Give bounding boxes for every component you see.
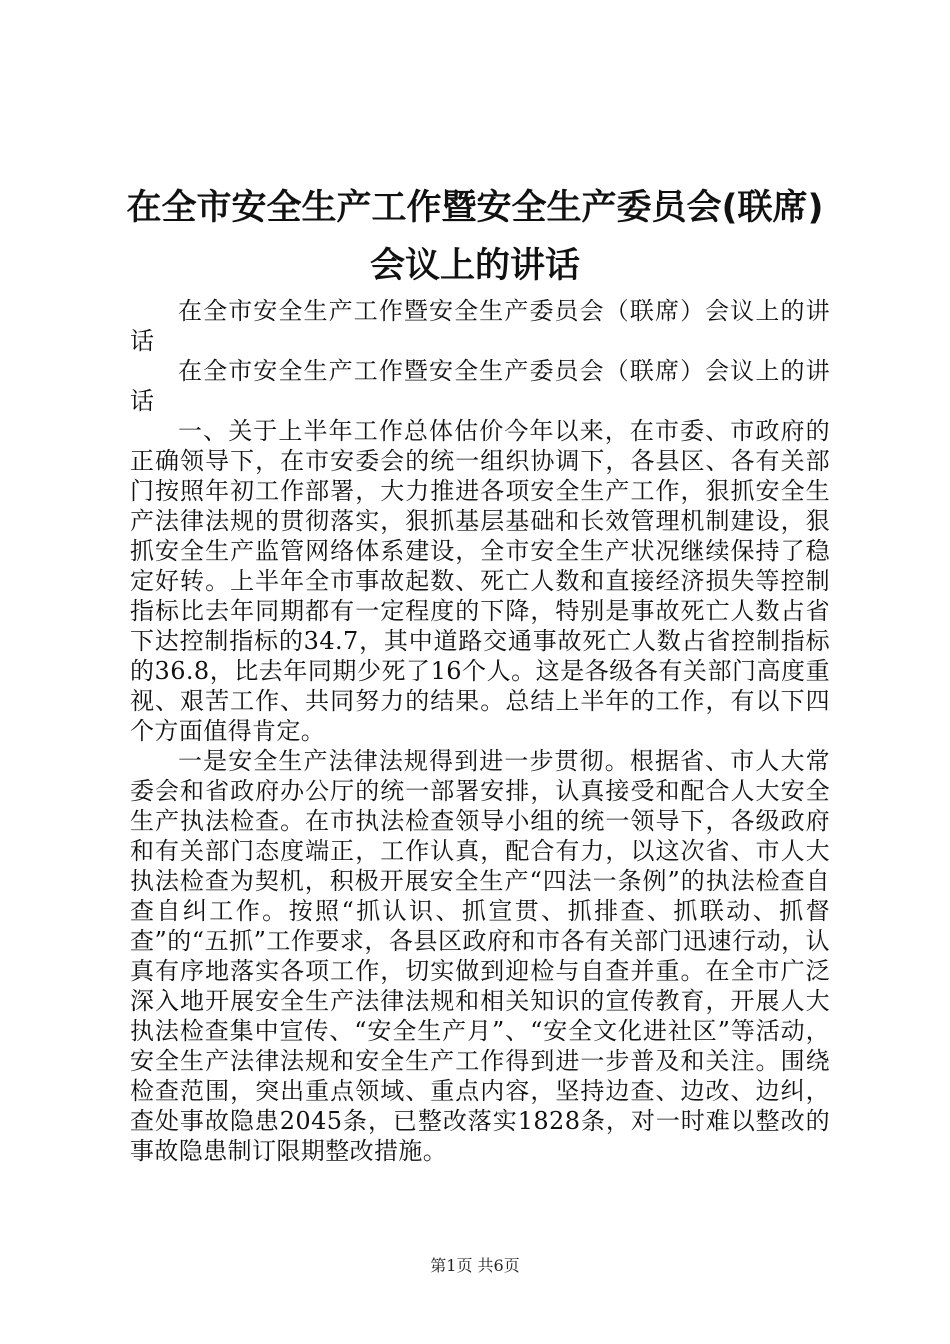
paragraph-4: 一是安全生产法律法规得到进一步贯彻。根据省、市人大常委会和省政府办公厅的统一部署安排，认真接受和配合人大安全生产执法检查。在市执法检查领导小组的统一领导下，各级政府和有关部门态度端正，工作认真，配合有力，以这次省、市人大执法检查为契机，积极开展安全生产“四法一条例”的执法检查自查自纠工作。按照“抓认识、抓宣贯、抓排查、抓联动、抓督查”的“五抓”工作要求，各县区政府和市各有关部门迅速行动，认真有序地落实各项工作，切实做到迎检与自查并重。在全市广泛深入地开展安全生产法律法规和相关知识的宣传教育，开展人大执法检查集中宣传、“安全生产月”、“安全文化进社区”等活动，安全生产法律法规和安全生产工作得到进一步普及和关注。围绕检查范围，突出重点领域、重点内容，坚持边查、边改、边纠，查处事故隐患2045条，已整改落实1828条，对一时难以整改的事故隐患制订限期整改措施。 <box>130 747 830 1165</box>
page-footer: 第1页 共6页 <box>430 1256 520 1275</box>
paragraph-3: 一、关于上半年工作总体估价今年以来，在市委、市政府的正确领导下，在市安委会的统一组织协调下，各县区、各有关部门按照年初工作部署，大力推进各项安全生产工作，狠抓安全生产法律法规的贯彻落实，狠抓基层基础和长效管理机制建设，狠抓安全生产监管网络体系建设，全市安全生产状况继续保持了稳定好转。上半年全市事故起数、死亡人数和直接经济损失等控制指标比去年同期都有一定程度的下降，特别是事故死亡人数占省下达控制指标的34.7，其中道路交通事故死亡人数占省控制指标的36.8，比去年同期少死了16个人。这是各级各有关部门高度重视、艰苦工作、共同努力的结果。总结上半年的工作，有以下四个方面值得肯定。 <box>130 417 830 745</box>
document-title-line-2: 会议上的讲话 <box>369 246 580 286</box>
document-title-line-1: 在全市安全生产工作暨安全生产委员会(联席) <box>126 188 824 228</box>
paragraph-1: 在全市安全生产工作暨安全生产委员会（联席）会议上的讲话 <box>130 297 830 355</box>
document-body <box>130 296 830 1166</box>
paragraph-2: 在全市安全生产工作暨安全生产委员会（联席）会议上的讲话 <box>130 357 830 415</box>
